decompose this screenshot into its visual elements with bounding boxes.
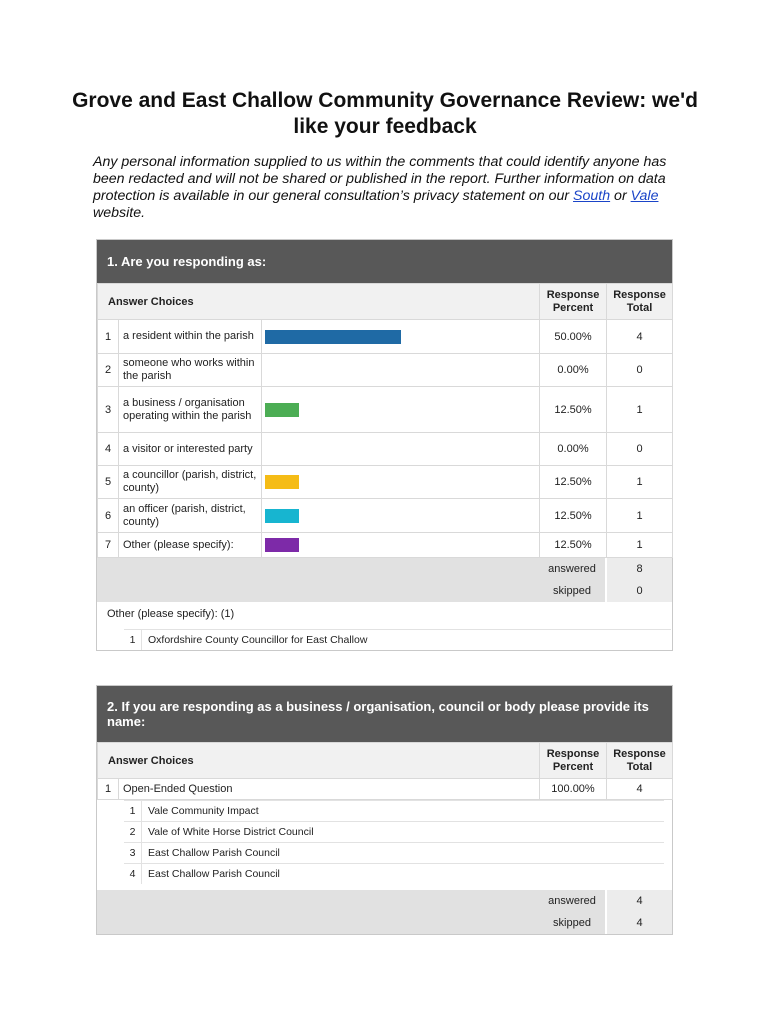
summary-spacer <box>97 580 539 602</box>
response-percent: 12.50% <box>540 533 607 558</box>
question-1-heading: 1. Are you responding as: <box>97 240 672 283</box>
question-2-table <box>97 742 673 800</box>
response-total: 1 <box>607 387 673 433</box>
skipped-count: 4 <box>606 912 672 934</box>
answer-label: someone who works within the parish <box>119 354 262 387</box>
table-row <box>98 533 673 558</box>
summary-spacer <box>97 890 539 912</box>
answer-choices-header: Answer Choices <box>98 743 540 779</box>
response-percent: 0.00% <box>540 354 607 387</box>
privacy-notice-end: website. <box>93 205 146 221</box>
answer-label: Open-Ended Question <box>119 779 540 800</box>
skipped-row <box>97 580 672 602</box>
response-total: 1 <box>607 466 673 499</box>
response-percent: 50.00% <box>540 320 607 354</box>
bar-cell <box>262 499 540 533</box>
document-title: Grove and East Challow Community Governance Review: we'd like your feedback <box>72 89 698 138</box>
response-total: 4 <box>607 779 673 800</box>
table-row <box>98 466 673 499</box>
question-2-header-row <box>98 743 673 779</box>
response-bar <box>265 403 299 417</box>
row-number: 1 <box>98 779 119 800</box>
question-2-summary <box>97 890 672 934</box>
response-total-header: Response Total <box>607 743 673 779</box>
row-number: 3 <box>98 387 119 433</box>
response-percent-header: Response Percent <box>540 284 607 320</box>
item-text: Vale Community Impact <box>141 801 259 821</box>
table-row <box>98 433 673 466</box>
skipped-label: skipped <box>539 580 606 602</box>
response-percent-header: Response Percent <box>540 743 607 779</box>
answered-count: 8 <box>606 558 672 580</box>
answer-label: a councillor (parish, district, county) <box>119 466 262 499</box>
table-row <box>98 499 673 533</box>
table-row <box>98 320 673 354</box>
list-item <box>124 800 664 821</box>
answer-label: an officer (parish, district, county) <box>119 499 262 533</box>
item-number: 4 <box>129 868 136 880</box>
response-total: 0 <box>607 433 673 466</box>
response-percent: 0.00% <box>540 433 607 466</box>
item-number: 1 <box>129 805 136 817</box>
response-percent: 12.50% <box>540 387 607 433</box>
bar-cell <box>262 354 540 387</box>
response-total: 1 <box>607 533 673 558</box>
privacy-notice-conjunction: or <box>610 188 631 204</box>
item-text: Oxfordshire County Councillor for East Challow <box>141 630 367 650</box>
item-number: 1 <box>129 634 136 646</box>
bar-cell <box>262 433 540 466</box>
privacy-notice-text: Any personal information supplied to us within the comments that could identify anyone has been redacted and will not be shared or published in the report. Further information on data protection is available in our general consultation’s privacy statement on our <box>93 154 667 204</box>
question-2-panel <box>96 685 673 935</box>
row-number: 2 <box>98 354 119 387</box>
answer-label: Other (please specify): <box>119 533 262 558</box>
item-text: Vale of White Horse District Council <box>141 822 314 842</box>
table-row <box>98 779 673 800</box>
item-text: East Challow Parish Council <box>141 864 280 884</box>
list-item <box>124 863 664 884</box>
vale-website-link[interactable]: Vale <box>630 188 659 204</box>
response-total: 1 <box>607 499 673 533</box>
response-percent: 12.50% <box>540 499 607 533</box>
item-number: 2 <box>129 826 136 838</box>
list-item <box>124 821 664 842</box>
list-item <box>124 629 671 650</box>
response-percent: 100.00% <box>540 779 607 800</box>
skipped-row <box>97 912 672 934</box>
response-total-header: Response Total <box>607 284 673 320</box>
other-responses-title: Other (please specify): (1) <box>97 602 672 629</box>
question-1-summary <box>97 558 672 602</box>
response-bar <box>265 330 401 344</box>
answered-count: 4 <box>606 890 672 912</box>
question-2-heading: 2. If you are responding as a business / organisation, council or body please provide its name: <box>97 686 672 742</box>
other-responses-list <box>124 629 671 650</box>
answered-row <box>97 890 672 912</box>
privacy-notice <box>93 154 683 222</box>
answer-choices-header: Answer Choices <box>98 284 540 320</box>
answer-label: a resident within the parish <box>119 320 262 354</box>
response-total: 4 <box>607 320 673 354</box>
answered-label: answered <box>539 890 606 912</box>
answered-row <box>97 558 672 580</box>
question-1-table <box>97 283 673 558</box>
row-number: 4 <box>98 433 119 466</box>
answered-label: answered <box>539 558 606 580</box>
response-bar <box>265 475 299 489</box>
summary-spacer <box>97 912 539 934</box>
answer-label: a visitor or interested party <box>119 433 262 466</box>
row-number: 7 <box>98 533 119 558</box>
south-website-link[interactable]: South <box>573 188 611 204</box>
open-ended-responses-list <box>124 800 664 884</box>
question-1-header-row <box>98 284 673 320</box>
table-row <box>98 354 673 387</box>
row-number: 5 <box>98 466 119 499</box>
bar-cell <box>262 533 540 558</box>
skipped-label: skipped <box>539 912 606 934</box>
row-number: 1 <box>98 320 119 354</box>
item-text: East Challow Parish Council <box>141 843 280 863</box>
answer-label: a business / organisation operating within the parish <box>119 387 262 433</box>
question-1-panel <box>96 239 673 651</box>
bar-cell <box>262 387 540 433</box>
item-number: 3 <box>129 847 136 859</box>
response-bar <box>265 538 299 552</box>
summary-spacer <box>97 558 539 580</box>
table-row <box>98 387 673 433</box>
list-item <box>124 842 664 863</box>
bar-cell <box>262 320 540 354</box>
response-total: 0 <box>607 354 673 387</box>
row-number: 6 <box>98 499 119 533</box>
response-percent: 12.50% <box>540 466 607 499</box>
bar-cell <box>262 466 540 499</box>
response-bar <box>265 509 299 523</box>
skipped-count: 0 <box>606 580 672 602</box>
